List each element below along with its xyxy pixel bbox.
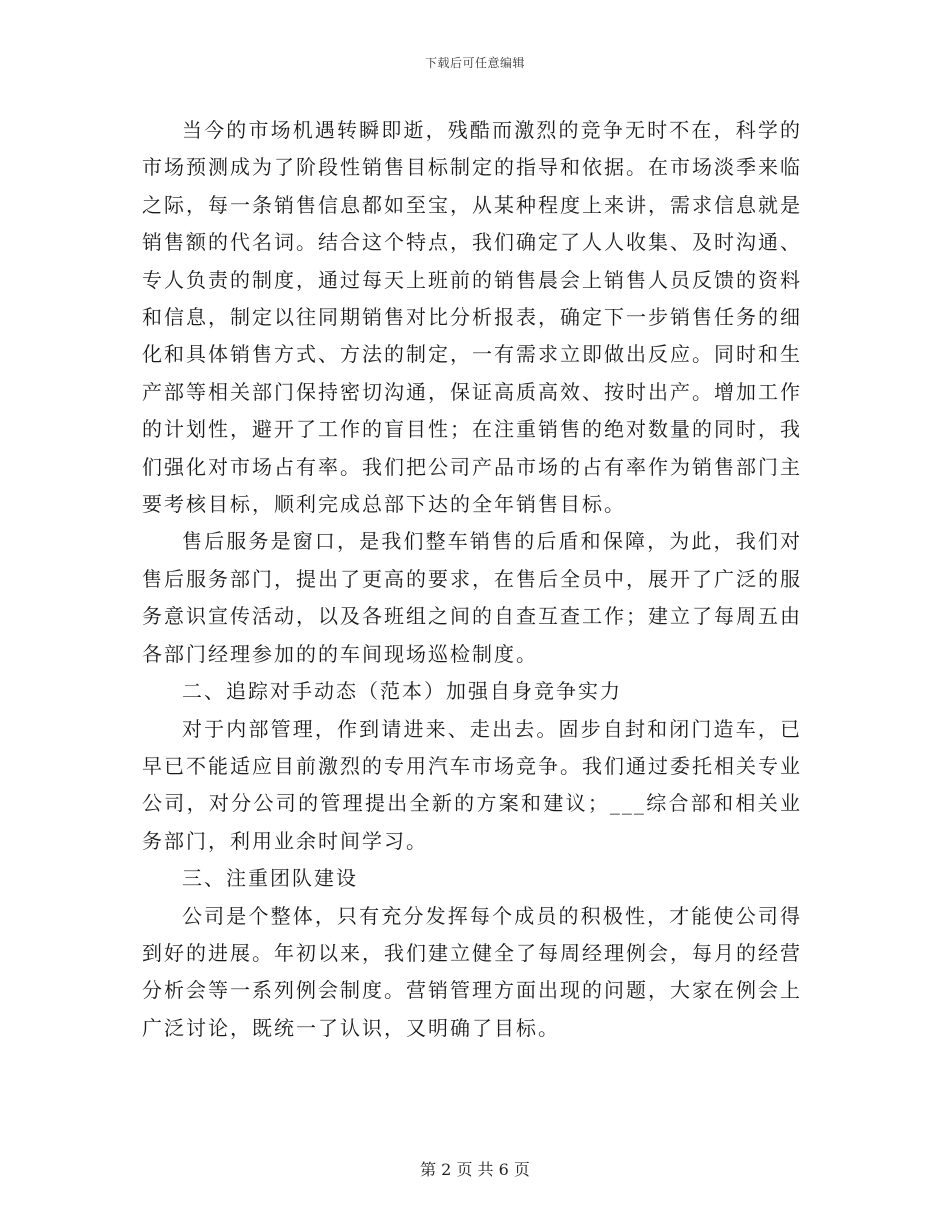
section-heading-competitor-tracking: 二、追踪对手动态（范本）加强自身竞争实力 bbox=[182, 679, 622, 704]
paragraph-after-sales: 售后服务是窗口，是我们整车销售的后盾和保障，为此，我们对售后服务部门，提出了更高的要求，在售后全员中，展开了广泛的服务意识宣传活动，以及各班组之间的自查互查工作；建立了每周五由各部门经理参加的的车间现场巡检制度。 bbox=[142, 529, 802, 666]
paragraph-internal-management: 对于内部管理，作到请进来、走出去。固步自封和闭门造车，已早已不能适应目前激烈的专用汽车市场竞争。我们通过委托相关专业公司，对分公司的管理提出全新的方案和建议；___综合部和相关业务部门，利用业余时间学习。 bbox=[142, 716, 802, 853]
paragraph-market-forecast: 当今的市场机遇转瞬即逝，残酷而激烈的竞争无时不在，科学的市场预测成为了阶段性销售目标制定的指导和依据。在市场淡季来临之际，每一条销售信息都如至宝，从某种程度上来讲，需求信息就是销售额的代名词。结合这个特点，我们确定了人人收集、及时沟通、专人负责的制度，通过每天上班前的销售晨会上销售人员反馈的资料和信息，制定以往同期销售对比分析报表，确定下一步销售任务的细化和具体销售方式、方法的制定，一有需求立即做出反应。同时和生产部等相关部门保持密切沟通，保证高质高效、按时出产。增加工作的计划性，避开了工作的盲目性；在注重销售的绝对数量的同时，我们强化对市场占有率。我们把公司产品市场的占有率作为销售部门主要考核目标，顺利完成总部下达的全年销售目标。 bbox=[142, 118, 802, 517]
section-heading-team-building: 三、注重团队建设 bbox=[182, 866, 358, 891]
page-header-note: 下载后可任意编辑 bbox=[424, 56, 525, 70]
page-number: 第 2 页 共 6 页 bbox=[420, 1160, 530, 1179]
paragraph-team-building: 公司是个整体，只有充分发挥每个成员的积极性，才能使公司得到好的进展。年初以来，我们建立健全了每周经理例会，每月的经营分析会等一系列例会制度。营销管理方面出现的问题，大家在例会上广泛讨论，既统一了认识，又明确了目标。 bbox=[142, 903, 802, 1040]
document-body bbox=[142, 112, 802, 1047]
